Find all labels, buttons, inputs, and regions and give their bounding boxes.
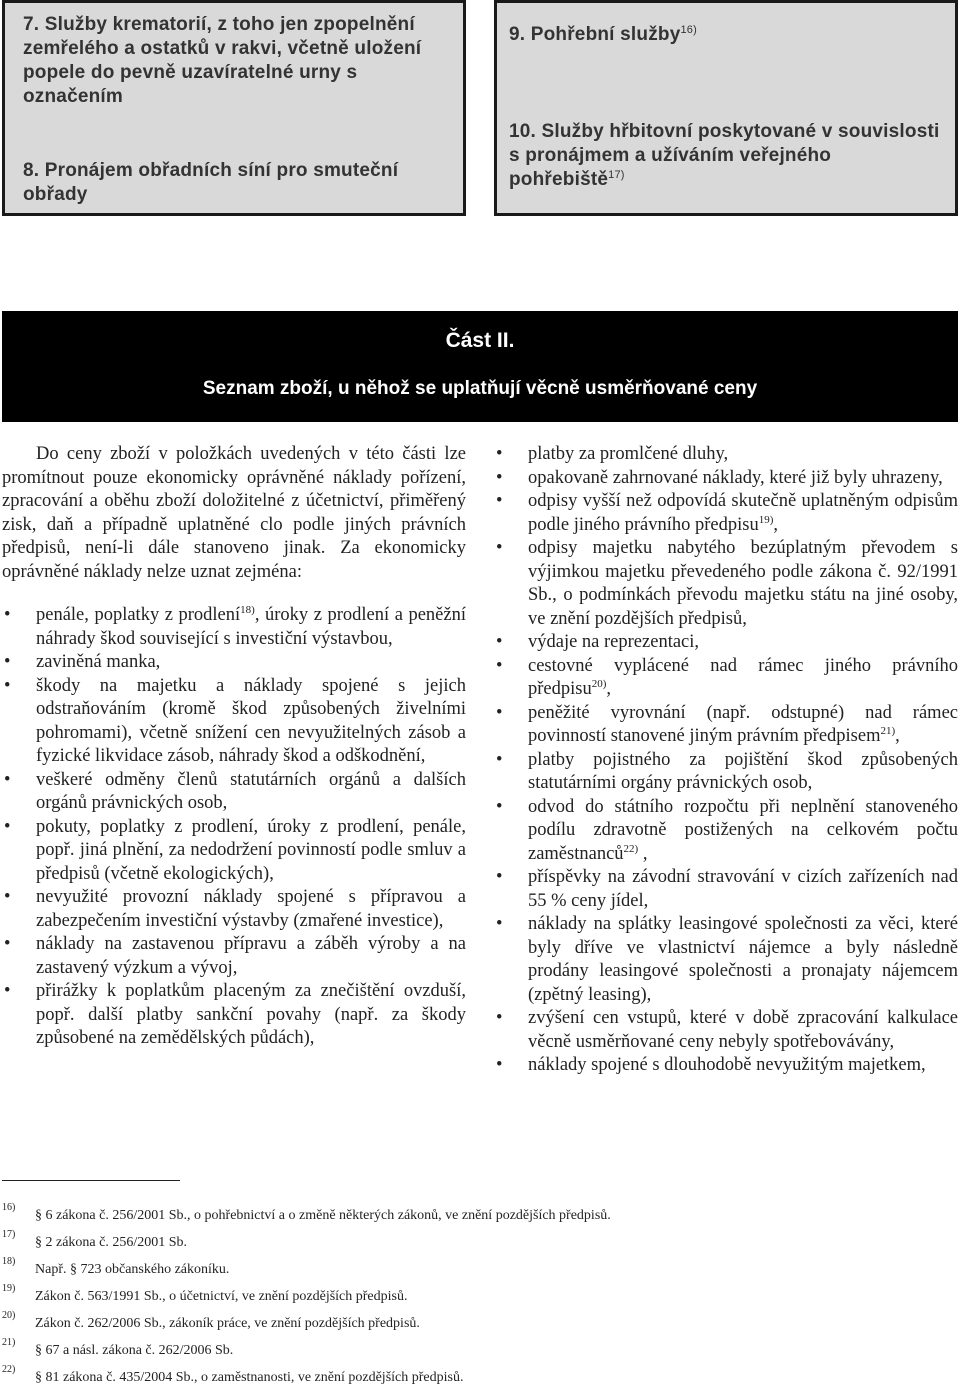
list-item-text: náklady na zastavenou přípravu a záběh výroby a na zastavený výzkum a vývoj, (36, 934, 466, 978)
list-item (2, 675, 466, 769)
right-bullet-list (494, 443, 958, 1078)
list-item (494, 467, 958, 491)
list-item-text-tail: , (895, 726, 900, 746)
list-item-text: peněžité vyrovnání (např. odstupné) nad rámec povinností stanovené jiným právním předpisem (528, 702, 958, 746)
list-item (494, 631, 958, 655)
footnote-ref: 22) (623, 842, 639, 855)
bullet-icon: • (4, 934, 11, 954)
bullet-icon: • (496, 796, 503, 817)
footnote-separator (2, 1180, 180, 1181)
item-9-text: 9. Pohřební služby (509, 24, 681, 45)
list-item (2, 980, 466, 1051)
bullet-icon: • (496, 1008, 503, 1028)
bullet-icon: • (496, 914, 503, 934)
footnote (2, 1202, 942, 1235)
bullet-icon: • (496, 538, 503, 558)
list-item (2, 816, 466, 887)
footnote-ref: 18) (240, 604, 255, 616)
list-item-text: odpisy majetku nabytého bezúplatným převodem s výjimkou majetku převedeného podle zákona č. 92/1991 Sb., o podmínkách převodu majetku státu na jiné osoby, ve znění pozdějších předpisů, (528, 538, 958, 629)
left-column (2, 443, 466, 1051)
list-item (494, 702, 958, 749)
footnote-ref: 19) (758, 513, 774, 526)
list-item (2, 604, 466, 651)
footnote (2, 1364, 942, 1397)
footnote-mark: 17) (2, 1229, 16, 1240)
footnote-text: Zákon č. 262/2006 Sb., zákoník práce, ve znění pozdějších předpisů. (35, 1316, 420, 1331)
item-10-text: 10. Služby hřbitovní poskytované v souvislosti s pronájmem a užíváním veřejného pohřebiště (509, 121, 940, 190)
list-item-text-tail: , úroky z prodlení a peněžní náhrady škod související s investiční výstavbou, (36, 605, 466, 649)
list-item-text: platby za promlčené dluhy, (528, 444, 729, 464)
bullet-icon: • (4, 605, 11, 625)
list-item (494, 913, 958, 1007)
list-item-text: pokuty, poplatky z prodlení, úroky z prodlení, penále, popř. jiná plnění, za nedodržení povinností podle smluv a předpisů (včetně ekologických), (36, 816, 466, 884)
footnote-mark: 21) (2, 1337, 16, 1348)
list-item-text: zvýšení cen vstupů, které v době zpracování kalkulace věcně usměrňované ceny nebyly spotřebovávány, (528, 1008, 958, 1052)
list-item (494, 866, 958, 913)
left-bullet-list (2, 604, 466, 1051)
item-7: 7. Služby krematorií, z toho jen zpopelnění zemřelého a ostatků v rakvi, včetně uložení popele do pevně uzavíratelné urny s označením (23, 14, 422, 107)
item-10-footnote-ref: 17) (608, 169, 625, 181)
list-item (2, 769, 466, 816)
bullet-icon: • (4, 675, 11, 696)
footnote (2, 1283, 942, 1316)
footnote-text: § 81 zákona č. 435/2004 Sb., o zaměstnanosti, ve znění pozdějších předpisů. (35, 1370, 464, 1385)
footnote-text: § 2 zákona č. 256/2001 Sb. (35, 1235, 188, 1250)
list-item-text: náklady na splátky leasingové společnosti za věci, které byly dříve ve vlastnictví nájemce a byly následně prodány leasingové společnosti a pronajaty nájemcem (zpětný leasing), (528, 914, 958, 1005)
item-9-footnote-ref: 16) (680, 24, 697, 36)
list-item-text: náklady spojené s dlouhodobě nevyužitým majetkem, (528, 1055, 926, 1075)
intro-paragraph: Do ceny zboží v položkách uvedených v této části lze promítnout pouze ekonomicky oprávněné náklady pořízení, zpracování a oběhu zboží doložitelné z účetnictví, přiměřený zisk, daň a případně uplatněné clo podle jiných právních předpisů, není-li dále stanoveno jinak. Za ekonomicky oprávněné náklady nelze uznat zejména: (2, 444, 466, 582)
footnote-ref: 20) (591, 678, 607, 690)
list-item-text: nevyužité provozní náklady spojené s přípravou a zabezpečením investiční výstavby (zmařené investice), (36, 887, 466, 931)
footnote-mark: 22) (2, 1364, 16, 1375)
list-item-text: přirážky k poplatkům placeným za znečištění ovzduší, popř. další platby sankční povahy (např. za škody způsobené na zemědělských půdách), (36, 981, 466, 1048)
footnote (2, 1310, 942, 1343)
list-item (2, 886, 466, 933)
list-item-text: cestovné vyplácené nad rámec jiného právního předpisu (528, 655, 958, 699)
bullet-icon: • (4, 816, 11, 837)
right-column (494, 443, 958, 1078)
list-item-text-tail: , (773, 514, 778, 535)
footnote-mark: 20) (2, 1310, 16, 1321)
bullet-icon: • (496, 632, 503, 652)
list-item-text: zaviněná manka, (36, 652, 161, 672)
services-box-right (494, 0, 958, 216)
footnote (2, 1229, 942, 1262)
list-item (494, 490, 958, 537)
footnote-text: § 6 zákona č. 256/2001 Sb., o pohřebnictví a o změně některých zákonů, ve znění pozdějších předpisů. (35, 1208, 611, 1223)
list-item-text: opakovaně zahrnované náklady, které již byly uhrazeny, (528, 467, 943, 488)
list-item-text: platby pojistného za pojištění škod způsobených statutárními orgány právnických osob, (528, 749, 958, 793)
list-item-text-tail: , (638, 843, 648, 864)
item-9 (509, 23, 945, 47)
bullet-icon: • (496, 749, 503, 770)
list-item (494, 655, 958, 702)
bullet-icon: • (496, 702, 503, 723)
footnote (2, 1256, 942, 1289)
list-item (2, 651, 466, 675)
list-item (494, 796, 958, 867)
bullet-icon: • (496, 867, 503, 887)
bullet-icon: • (496, 655, 503, 676)
bullet-icon: • (496, 491, 503, 511)
footnotes (2, 1202, 942, 1397)
bullet-icon: • (496, 1055, 503, 1075)
item-8: 8. Pronájem obřadních síní pro smuteční obřady (23, 160, 399, 205)
list-item-text: odvod do státního rozpočtu při neplnění stanoveného podílu zdravotně postižených na celkovém počtu zaměstnanců (528, 796, 958, 864)
part-heading-band (2, 311, 958, 422)
part-title: Část II. (445, 329, 515, 352)
list-item-text: veškeré odměny členů statutárních orgánů a dalších orgánů právnických osob, (36, 769, 466, 813)
list-item-text: penále, poplatky z prodlení (36, 605, 241, 625)
item-10 (509, 120, 945, 192)
footnote-text: Např. § 723 občanského zákoníku. (35, 1262, 230, 1277)
list-item-text-tail: , (606, 679, 612, 699)
bullet-icon: • (496, 444, 503, 464)
footnote (2, 1337, 942, 1370)
bullet-icon: • (4, 769, 11, 790)
footnote-ref: 21) (880, 725, 896, 737)
footnote-text: § 67 a násl. zákona č. 262/2006 Sb. (35, 1343, 234, 1358)
services-box-left (2, 0, 466, 216)
footnote-mark: 16) (2, 1202, 16, 1213)
footnote-mark: 19) (2, 1283, 16, 1294)
list-item-text: škody na majetku a náklady spojené s jejich odstraňováním (kromě škod způsobených živelními pohromami), včetně snížení cen nevyužitelných zásob a fyzické likvidace zásob, náhrady škod a odškodnění, (36, 675, 466, 766)
bullet-icon: • (4, 887, 11, 907)
list-item (494, 749, 958, 796)
part-subtitle: Seznam zboží, u něhož se uplatňují věcně usměrňované ceny (202, 378, 758, 399)
list-item (494, 1007, 958, 1054)
list-item (2, 933, 466, 980)
bullet-icon: • (4, 981, 11, 1001)
footnote-mark: 18) (2, 1256, 16, 1267)
list-item (494, 443, 958, 467)
footnote-text: Zákon č. 563/1991 Sb., o účetnictví, ve znění pozdějších předpisů. (35, 1289, 408, 1304)
list-item-text: odpisy vyšší než odpovídá skutečně uplatněným odpisům podle jiného právního předpisu (528, 491, 958, 535)
list-item-text: výdaje na reprezentaci, (528, 632, 700, 652)
bullet-icon: • (4, 652, 11, 672)
bullet-icon: • (496, 467, 503, 488)
list-item-text: příspěvky na závodní stravování v cizích zařízeních nad 55 % ceny jídel, (528, 867, 958, 911)
list-item (494, 1054, 958, 1078)
list-item (494, 537, 958, 631)
